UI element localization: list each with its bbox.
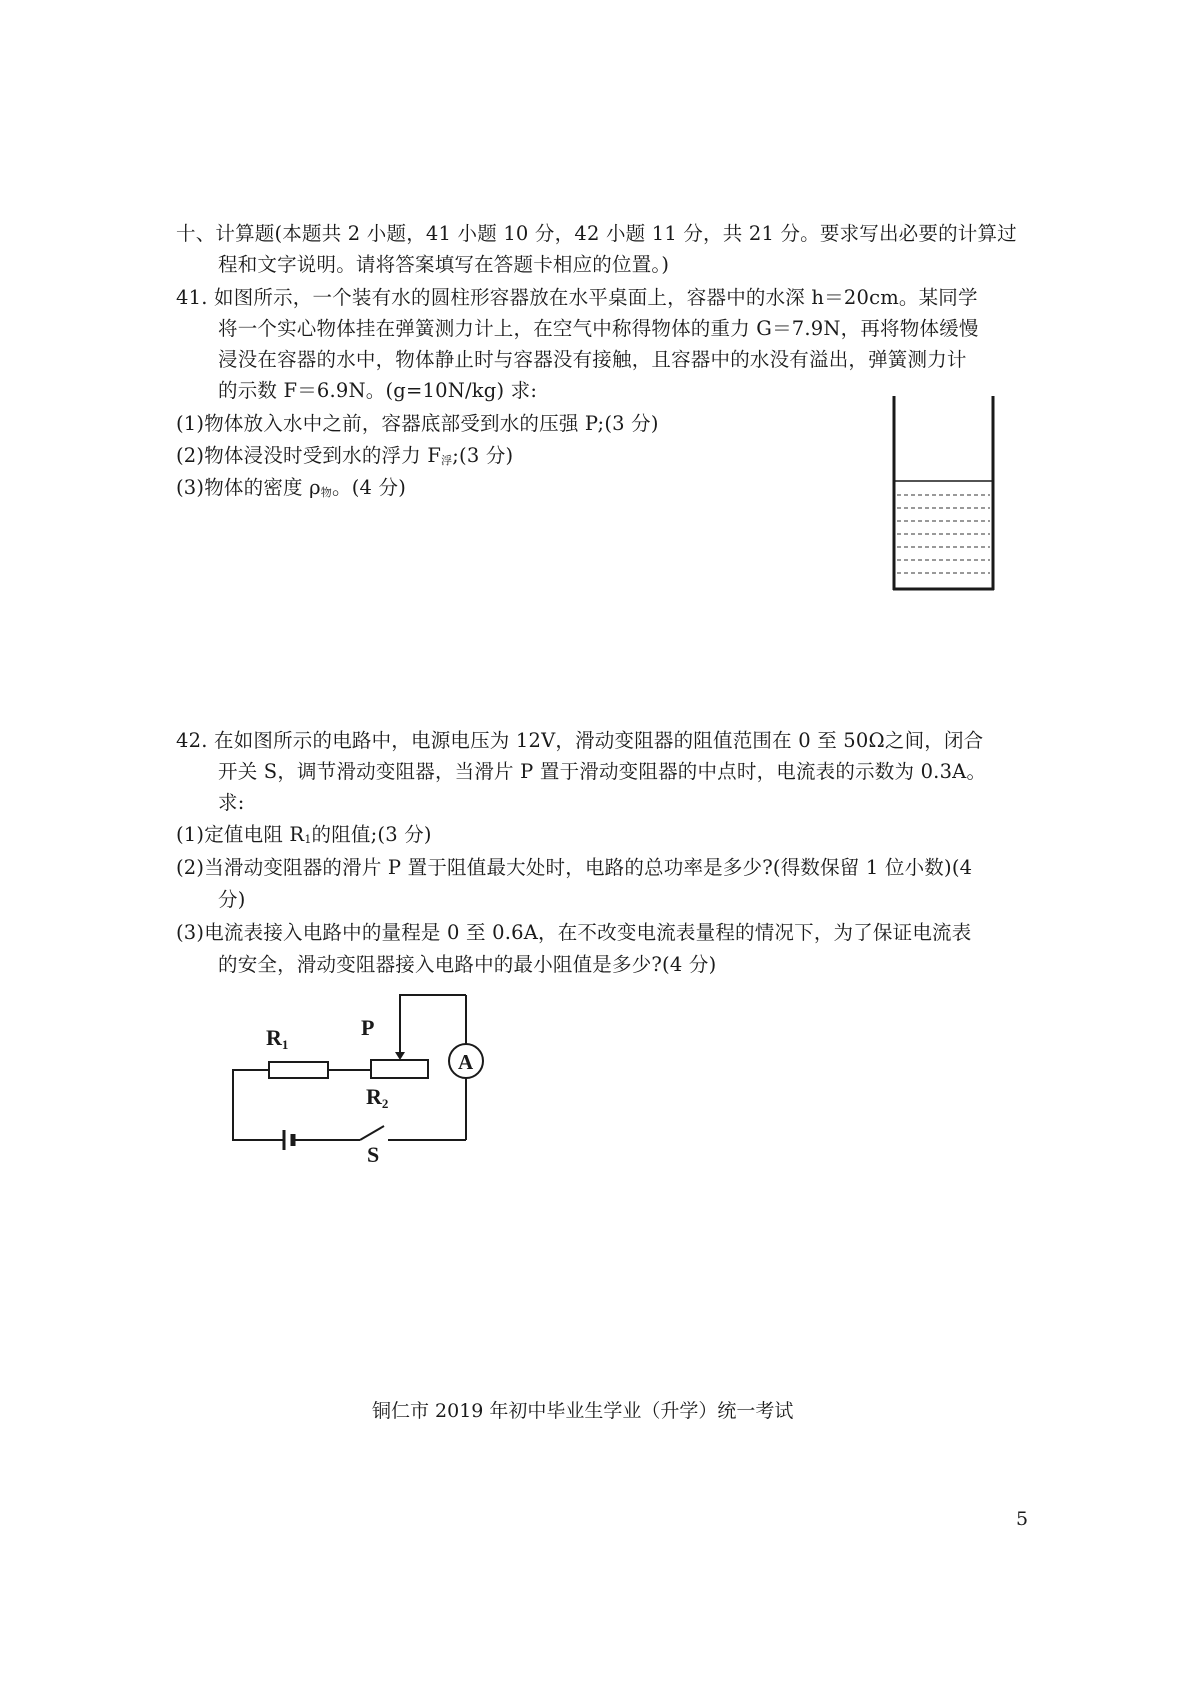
wire-left [233, 1070, 283, 1140]
q41-part1: (1)物体放入水中之前，容器底部受到水的压强 P;(3 分) [176, 412, 659, 435]
q41-line2: 将一个实心物体挂在弹簧测力计上，在空气中称得物体的重力 G＝7.9N，再将物体缓慢 [218, 317, 979, 340]
q42-part1: (1)定值电阻 R1的阻值;(3 分) [176, 823, 432, 846]
resistor-r2 [371, 1060, 428, 1078]
slider-arrow [395, 1052, 405, 1060]
q41-part3: (3)物体的密度 ρ物。(4 分) [176, 476, 407, 499]
wire-slider [400, 995, 466, 1014]
r2-label: R2 [366, 1084, 389, 1111]
ammeter-label: A [458, 1050, 474, 1074]
q42-part2-line1: (2)当滑动变阻器的滑片 P 置于阻值最大处时，电路的总功率是多少?(得数保留 1 位小数)(4 [176, 856, 973, 879]
q42-part2-line2: 分) [218, 888, 246, 911]
q41-line4: 的示数 F＝6.9N。(g=10N/kg) 求: [218, 379, 538, 402]
slider-label: P [361, 1015, 375, 1040]
resistor-r1 [269, 1062, 328, 1078]
q41-line1: 41. 如图所示，一个装有水的圆柱形容器放在水平桌面上，容器中的水深 h＝20cm。某同学 [176, 286, 978, 309]
section-heading-line2: 程和文字说明。请将答案填写在答题卡相应的位置。) [218, 253, 670, 276]
water-lines [897, 495, 990, 573]
switch-blade [360, 1126, 384, 1140]
q41-part2: (2)物体浸没时受到水的浮力 F浮;(3 分) [176, 444, 514, 467]
circuit-diagram [220, 990, 490, 1165]
footer-title: 铜仁市 2019 年初中毕业生学业（升学）统一考试 [372, 1400, 794, 1422]
page-number: 5 [1016, 1508, 1029, 1530]
switch-label: S [367, 1142, 380, 1167]
q42-line1: 42. 在如图所示的电路中，电源电压为 12V，滑动变阻器的阻值范围在 0 至 50Ω之间，闭合 [176, 729, 984, 752]
water-container-diagram [880, 394, 1000, 594]
q42-line3: 求: [218, 791, 245, 814]
q41-line3: 浸没在容器的水中，物体静止时与容器没有接触，且容器中的水没有溢出，弹簧测力计 [218, 348, 967, 371]
section-heading-line1: 十、计算题(本题共 2 小题，41 小题 10 分，42 小题 11 分，共 21 分。要求写出必要的计算过 [176, 222, 1017, 245]
r1-label: R1 [266, 1025, 289, 1052]
q42-part3-line2: 的安全，滑动变阻器接入电路中的最小阻值是多少?(4 分) [218, 953, 717, 976]
q42-part3-line1: (3)电流表接入电路中的量程是 0 至 0.6A，在不改变电流表量程的情况下，为了保证电流表 [176, 921, 972, 944]
q42-line2: 开关 S，调节滑动变阻器，当滑片 P 置于滑动变阻器的中点时，电流表的示数为 0.3A。 [218, 760, 987, 783]
